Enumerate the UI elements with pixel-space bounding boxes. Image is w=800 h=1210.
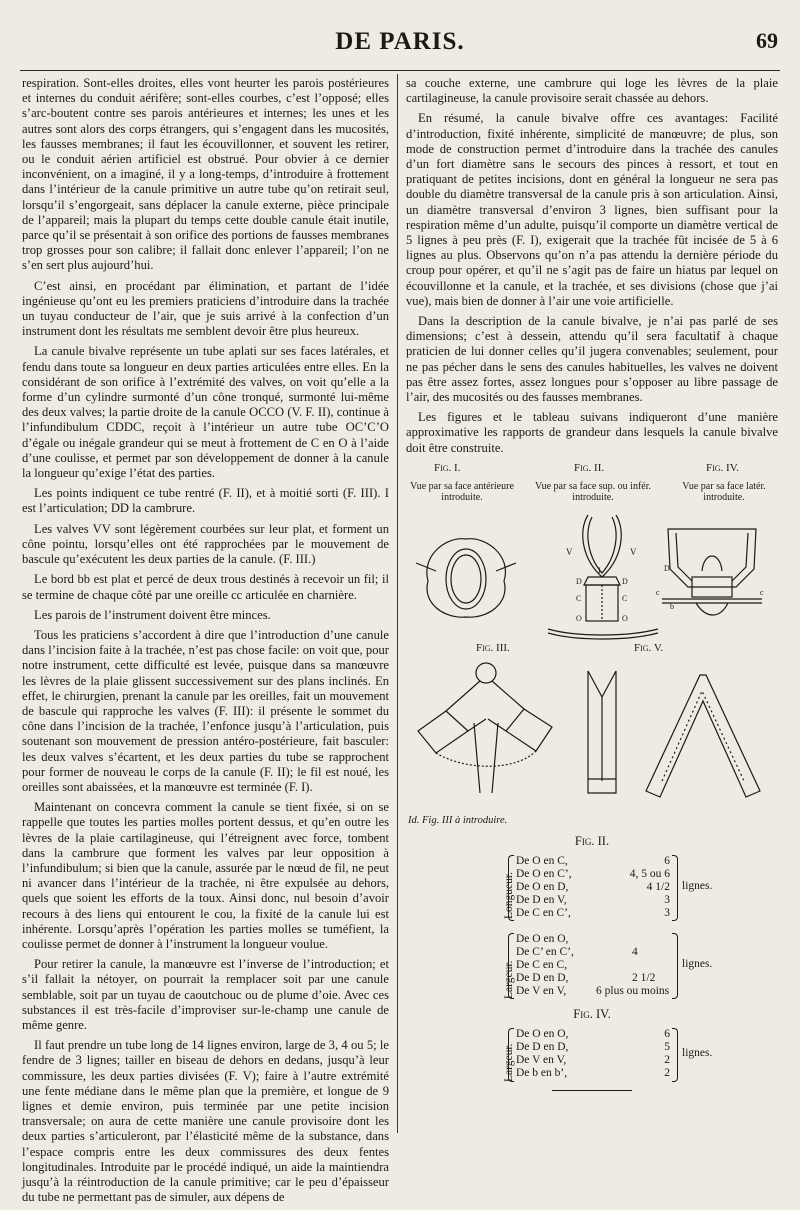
figures-row-1 (406, 511, 778, 641)
figures-row-2 (406, 661, 778, 811)
fig-letter: D (664, 563, 670, 573)
table-row: De V en V, (516, 1054, 567, 1067)
paragraph: Les figures et le tableau suivans indiqueront d’une manière approximative les rapports de grandeur dans lesquels la canule bivalve doit être construite. (406, 410, 778, 455)
table-row: De C en C, (516, 959, 568, 972)
paragraph: Les valves VV sont légèrement courbées sur leur plat, et forment un cône pointu, lorsqu’elles ont été rapprochées par le mouvement de bascule qu’exécutent les deux parties de la canule. (F. III.) (22, 521, 389, 567)
paragraph: La canule bivalve représente un tube aplati sur ses faces latérales, et fendu dans toute sa longueur en deux parties articulées entre elles. En la considérant de son orifice à l’extrémité des valves, on voit qu’elle a la forme d’un cylindre surmonté d’un cône tronqué, surmonté lui-même des deux valves; la partie droite de la canule OCCO (V. F. II), continue à l’infundibulum CDDC, reçoit à l’intérieur un autre tube OC’C’O d’égale ou inégale grandeur qui se meut à frottement de C en O à l’aide d’une coulisse, et permet par son développement de donner à la canule la longueur qu’exige l’état des parties. (22, 344, 389, 481)
fig5-v-drawing (646, 675, 760, 797)
table-value: 2 (664, 1054, 670, 1067)
fig-letter: O (576, 613, 582, 623)
fig-letter: D (576, 576, 582, 586)
paragraph: Dans la description de la canule bivalve, je n’ai pas parlé de ses dimensions; c’est à dessein, attendu qu’il sera facultatif à chaque praticien de lui donner celles qu’il jugera convenables; seulement, pour ne pas pécher dans le sens des canules habituelles, les valves ne doivent pas être assez fortes, assez longues pour s’opposer au libre passage de l’air, des mucosités ou des fausses membranes. (406, 314, 778, 405)
brace (672, 933, 678, 999)
figure-plate (406, 461, 778, 828)
table-side-label: Largeur. (503, 960, 515, 1000)
brace (672, 1028, 678, 1082)
paragraph: Maintenant on concevra comment la canule se tient fixée, si on se rappelle que toutes les parties molles portent dessus, et qu’en outre les lèvres de la plaie cartilagineuse, qui l’étreignent avec force, tombent dans la cambrure que forment les valves par leur opposition à l’infundibulum; si bien que la canule, assurée par le nœud de fil, ne peut ni avancer dans l’intérieur de la trachée, ni être expulsée au dehors, quels que soient les efforts de la toux. Ainsi donc, nul besoin d’avoir recours à des liens qui entourent le cou, la fixité de la canule lui est inhérente. Lorsqu’après l’opération les parties molles se tuméfient, la coulisse permet de donner à l’instrument la longueur voulue. (22, 800, 389, 951)
table-value: 3 (664, 894, 670, 907)
figure-caption: Id. Fig. III à introduire. (408, 814, 508, 826)
left-column (22, 76, 389, 1210)
unit-label: lignes. (682, 880, 713, 893)
figure-title: Fig. II. (574, 461, 605, 474)
paragraph: Les parois de l’instrument doivent être minces. (34, 607, 271, 622)
unit-label: lignes. (682, 1047, 713, 1060)
figure-title: Fig. I. (434, 461, 461, 474)
table-row: De V en V, (516, 985, 567, 998)
paragraph: Les points indiquent ce tube rentré (F. II), et à moitié sorti (F. III). I est l’articulation; DD la cambrure. (22, 486, 389, 516)
fig-letter: c (760, 587, 764, 597)
paragraph: Pour retirer la canule, la manœuvre est l’inverse de l’introduction; et s’il fallait la nétoyer, on pourrait la remplacer soit par une canule semblable, soit par un tuyau de caoutchouc ou de plume d’oie. Avec ces substances il est très-facile d’improviser sur-le-champ une canule de même genre. (22, 957, 389, 1032)
fig-letter: C (622, 593, 628, 603)
brace (508, 855, 514, 921)
brace (508, 933, 514, 999)
table-value: 6 plus ou moins (596, 985, 670, 998)
header-rule (20, 70, 780, 71)
table-caption: Fig. II. (574, 834, 610, 849)
table-row: De D en V, (516, 894, 567, 907)
page-title: DE PARIS. (335, 28, 465, 55)
right-column (406, 76, 778, 1091)
paragraph: Tous les praticiens s’accordent à dire que l’introduction d’une canule dans l’incision faite à la trachée, n’est pas chose facile: on voit que, pour notre instrument, cette difficulté est levée, puisque dans sa manœuvre les lèvres de la plaie glissent successivement sur des plans inclinés. En effet, le chirurgien, prenant la canule par les oreilles, fait un mouvement de bascule qui rapproche les valves (F. III): il présente le sommet du cône dans l’incision de la trachée, l’enfonce jusqu’à l’articulation, puis soutenant son mouvement de pression antéro-postérieure, fait basculer: les deux valves s’écartent, et les deux parties du tube se rapprochent pour former de nouveau le corps de la canule (F. II); le fil est noué, les oreilles sont abaissées, et la manœuvre est terminée (F. I). (22, 627, 389, 794)
table-side-label: Longueur. (503, 872, 515, 920)
table-value: 4 1/2 (646, 881, 670, 894)
end-rule (552, 1090, 632, 1091)
table-row: De O en C, (516, 855, 568, 868)
fig-letter: c (656, 587, 660, 597)
fig3-drawing (418, 663, 552, 793)
table-row: De C’ en C’, (516, 946, 574, 959)
fig-letter: O (622, 613, 628, 623)
table-row: De O en O, (516, 933, 569, 946)
page-header (0, 22, 800, 64)
brace (672, 855, 678, 921)
fig-letter: C (576, 593, 582, 603)
fig-letter: b (670, 601, 674, 611)
fig2-drawing (548, 515, 658, 639)
figure-title: Fig. V. (634, 641, 664, 654)
fig-letter: D (622, 576, 628, 586)
paragraph: sa couche externe, une cambrure qui loge les lèvres de la plaie cartilagineuse, la canule provisoire serait chassée au dehors. (406, 76, 778, 106)
figure-caption: Vue par sa face antérieure introduite. (410, 480, 514, 503)
fig-letter: V (630, 546, 637, 557)
unit-label: lignes. (682, 958, 713, 971)
fig-letter: V (566, 546, 573, 557)
fig5-tube-drawing (588, 671, 616, 793)
table-row: De D en D, (516, 972, 569, 985)
fig4-drawing (656, 529, 764, 615)
table-value: 2 1/2 (632, 972, 656, 985)
dimensions-table-fig4 (406, 1026, 778, 1084)
brace (508, 1028, 514, 1082)
paragraph: En résumé, la canule bivalve offre ces avantages: Facilité d’introduction, fixité inhérente, simplicité de manœuvre; de plus, son mode de construction permet d’introduire dans la trachée des canules d’un fort diamètre sans le secours des pinces à ressort, et tout en pratiquant de petites incisions, dont en général la longueur ne sera pas double du diamètre transversal de la canule pris à son articulation. Ainsi, un diamètre transversal d’environ 3 lignes, bien suffisant pour la respiration même d’un adulte, puisqu’il comporte un diamètre vertical de 5 lignes à peu près (F. I), exigerait que la trachée fût incisée de 5 à 6 lignes au plus. Observons qu’on n’a pas attendu la dernière période du croup pour opérer, et qu’il ne s’agit pas de faire un hiatus par lequel on écouvillonne et la canule, et la trachée, et ses divisions (chose que j’ai vue), mais bien de donner à l’air une voie artificielle. (406, 111, 778, 308)
table-row: De O en O, (516, 1028, 569, 1041)
figure-title: Fig. III. (476, 641, 510, 654)
fig1-drawing (416, 539, 516, 617)
paragraph: Il faut prendre un tube long de 14 lignes environ, large de 3, 4 ou 5; le fendre de 3 lignes; tailler en biseau de dehors en dedans, jusqu’à leur commissure, les deux parties divisées (F. V); faire à l’autre extrémité une fente médiane dans le même plan que la première, et longue de 9 lignes et demie environ, puis terminée par une petite incision transversale; on aura de cette manière une canule provisoire dont les deux parties s’articuleront, par l’élasticité même de la substance, dans l’espace compris entre les deux commissures des deux fentes longitudinales. Introduite par le procédé indiqué, un aide la maintiendra jusqu’à la réintroduction de la canule primitive; car le peu d’épaisseur du tube ne permettant pas de simuler, aux dépens de (22, 1038, 389, 1205)
table-value: 5 (664, 1041, 670, 1054)
table-value: 4 (632, 946, 638, 959)
column-divider (397, 74, 398, 1133)
table-value: 4, 5 ou 6 (629, 868, 670, 881)
figure-title: Fig. IV. (706, 461, 739, 474)
table-value: 3 (664, 907, 670, 920)
figure-caption: Vue par sa face sup. ou infér. introduite. (534, 480, 652, 503)
table-row: De D en D, (516, 1041, 569, 1054)
table-row: De C en C’, (516, 907, 571, 920)
table-value: 6 (664, 1028, 670, 1041)
table-row: De O en C’, (516, 868, 572, 881)
table-row: De O en D, (516, 881, 569, 894)
fig-letter: I (598, 565, 601, 575)
table-value: 6 (664, 855, 670, 868)
paragraph: Le bord bb est plat et percé de deux trous destinés à recevoir un fil; il se termine de chaque côté par une oreille cc articulée en charnière. (22, 572, 389, 602)
table-value: 2 (664, 1067, 670, 1080)
paragraph: C’est ainsi, en procédant par élimination, et partant de l’idée ingénieuse qu’ont eu les premiers praticiens d’introduire dans la trachée un tuyau conducteur de l’air, que je suis arrivé à la confection d’un instrument dont les résultats me semblent devoir être plus heureux. (22, 278, 389, 339)
dimensions-table-fig2 (406, 853, 778, 1003)
table-row: De b en b’, (516, 1067, 568, 1080)
figure-caption: Vue par sa face latér. introduite. (682, 480, 766, 503)
table-side-label: Largeur. (503, 1044, 515, 1083)
table-caption: Fig. IV. (573, 1007, 611, 1022)
page-number: 69 (756, 28, 778, 53)
paragraph: respiration. Sont-elles droites, elles vont heurter les parois postérieures et internes du conduit aérifère; sont-elles courbes, c’est l’opposé; elles s’arc-boutent contre ses parois antérieures et internes; les unes et les autres sont alors des corps étrangers, qui s’engagent dans les mucosités, les fausses membranes; il faut les écouvillonner, et souvent les retirer, ou le conduit aérien artificiel est obstrué. Pour obvier à ce dernier inconvénient, on a imaginé, il y a long-temps, d’introduire à frottement dans l’intérieur de la canule primitive un autre tube qu’on retirait seul, lorsqu’il s’engorgeait, sans déplacer la canule externe, pièce principale de l’appareil; mais la plupart du temps cette double canule était inutile, parce qu’il se présentait à son orifice des portions de fausses membranes trop grosses pour son calibre; il fallait donc enlever l’appareil; l’on ne s’en sert plus aujourd’hui. (22, 76, 389, 273)
